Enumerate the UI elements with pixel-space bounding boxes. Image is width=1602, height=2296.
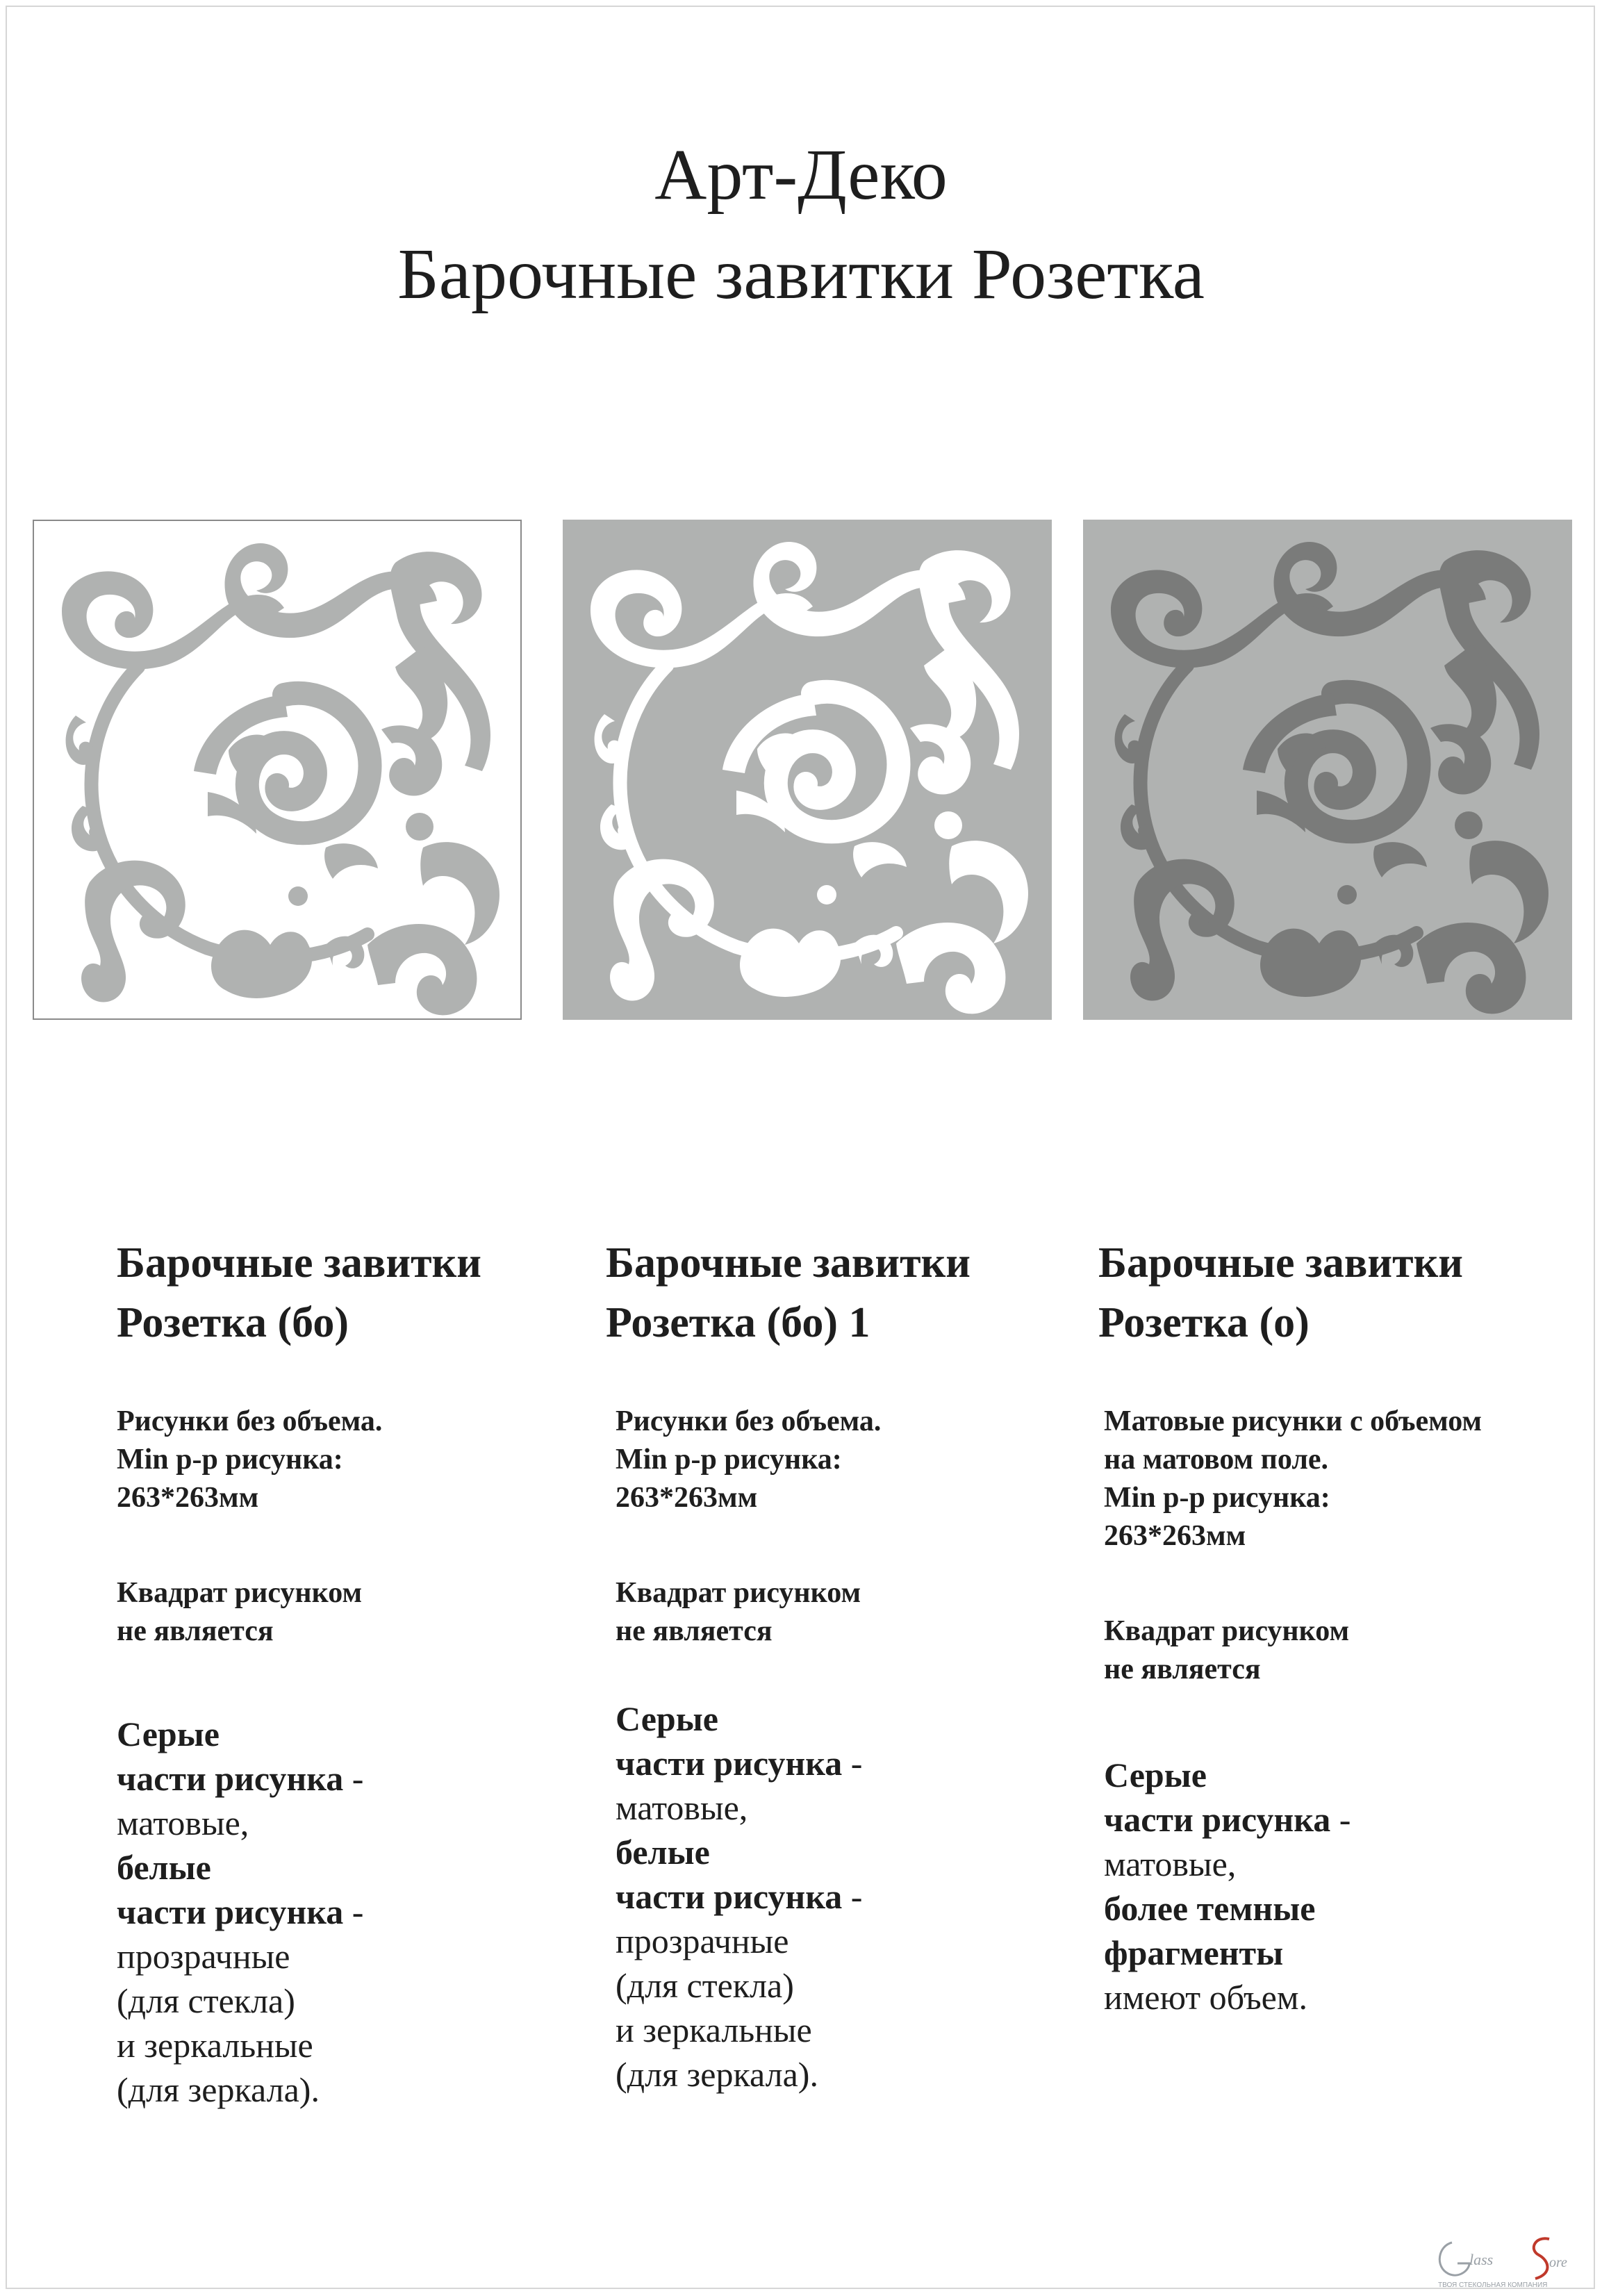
logo-graphic [1431,2236,1580,2291]
svg-text:ТВОЯ СТЕКОЛЬНАЯ КОМПАНИЯ: ТВОЯ СТЕКОЛЬНАЯ КОМПАНИЯ [1438,2281,1548,2289]
description: Серые части рисунка - матовые, белые части рисунка - прозрачные (для стекла) и зеркальные (для зеркала). [616,1699,863,2094]
column-o [1098,1233,1571,2020]
baroque-ornament-dark [1083,520,1572,1020]
note-text: Квадрат рисунком не является [117,1577,363,1647]
description: Серые части рисунка - матовые, более темные фрагменты имеют объем. [1104,1756,1351,2017]
glassstore-logo [1431,2236,1580,2291]
page-subtitle: Барочные завитки Розетка [397,234,1205,314]
spec-text: Рисунки без объема. Min р-р рисунка: 263*263мм [117,1405,383,1514]
baroque-ornament-light [34,521,520,1018]
column-title: Барочные завитки Розетка (бо) [117,1239,482,1346]
column-bo [117,1233,589,2112]
note-text: Квадрат рисунком не является [1104,1615,1350,1685]
tile-ornament-o [1083,520,1572,1020]
note-text: Квадрат рисунком не является [616,1577,861,1647]
description: Серые части рисунка - матовые, белые части рисунка - прозрачные (для стекла) и зеркальные (для зеркала). [117,1715,364,2109]
column-title: Барочные завитки Розетка (о) [1098,1239,1464,1346]
tile-ornament-bo [33,520,522,1020]
spec-text: Матовые рисунки с объемом на матовом поле. Min р-р рисунка: 263*263мм [1104,1405,1483,1552]
baroque-ornament-white [563,520,1052,1020]
page-title: Арт-Деко [654,135,948,215]
spec-text: Рисунки без объема. Min р-р рисунка: 263*263мм [616,1405,882,1514]
svg-text:lass: lass [1469,2251,1494,2268]
svg-text:ore: ore [1549,2255,1567,2270]
column-title: Барочные завитки Розетка (бо) 1 [606,1239,971,1346]
column-bo-1 [606,1233,1078,2097]
tile-ornament-bo-1 [563,520,1052,1020]
